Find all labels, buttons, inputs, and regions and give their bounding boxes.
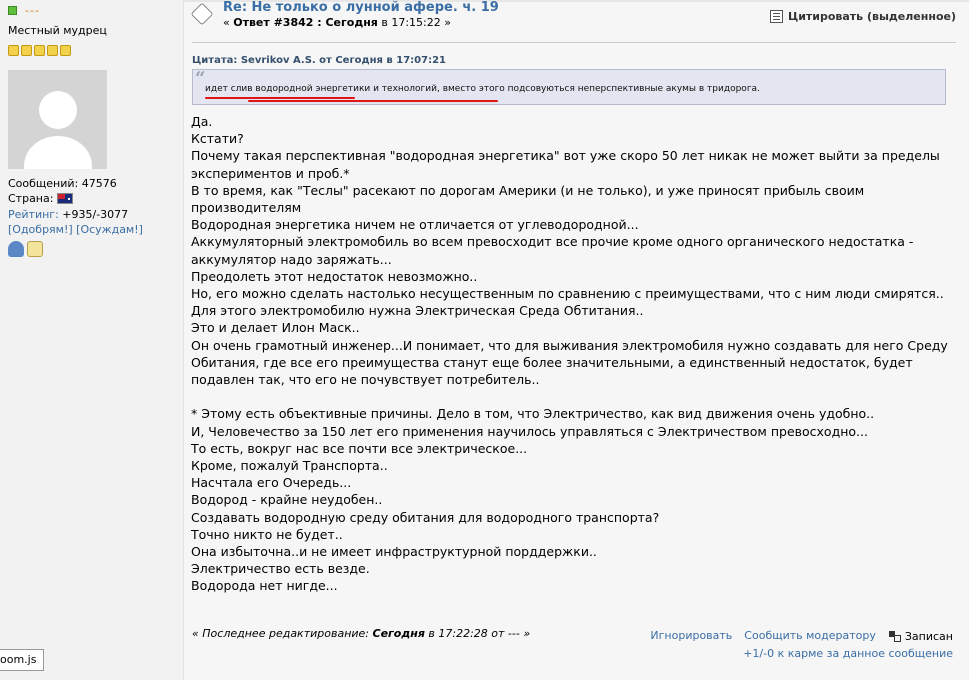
post-body-line: Водорода нет нигде... bbox=[191, 578, 338, 594]
post-body bbox=[191, 113, 959, 595]
user-country bbox=[8, 192, 73, 205]
post-body-line: И, Человечество за 150 лет его применения научилось управляться с Электричеством превосходно... bbox=[191, 423, 868, 439]
avatar-placeholder-icon bbox=[8, 70, 107, 169]
online-status-icon bbox=[8, 6, 17, 15]
post-body-line: То есть, вокруг нас все почти все электрическое... bbox=[191, 440, 528, 456]
rating-label[interactable]: Рейтинг: bbox=[8, 208, 59, 221]
star-icon bbox=[8, 45, 19, 56]
post-body-line: производителям bbox=[191, 200, 302, 216]
user-sidebar bbox=[0, 0, 184, 680]
last-edit-note bbox=[192, 627, 530, 640]
vote-links bbox=[8, 223, 143, 236]
post-time: в 17:15:22 » bbox=[377, 16, 451, 29]
post-body-line: В то время, как "Теслы" расекают по дорогам Америки (и не только), и уже приносят прибыль своим bbox=[191, 182, 865, 198]
quote-button-label: Цитировать (выделенное) bbox=[787, 10, 956, 23]
post-body-line: Аккумуляторный электромобиль во всем превосходит все прочие кроме одного органического недостатка - bbox=[191, 234, 914, 250]
post-body-line: аккумулятор надо заряжать... bbox=[191, 251, 392, 267]
edit-rest: в 17:22:28 от --- » bbox=[424, 627, 531, 640]
quote-header[interactable]: Цитата: Sevrikov A.S. от Сегодня в 17:07:21 bbox=[192, 55, 446, 66]
avatar[interactable] bbox=[8, 70, 107, 169]
edit-day: Сегодня bbox=[372, 627, 425, 640]
ignore-link[interactable]: Игнорировать bbox=[650, 629, 733, 642]
edit-prefix: « Последнее редактирование: bbox=[192, 627, 373, 640]
post-body-line: Точно никто не будет.. bbox=[191, 526, 343, 542]
post-body-line: Но, его можно сделать настолько несущественным по сравнению с преимуществами, что с ним люди смирятся.. bbox=[191, 286, 944, 302]
quote-selected-button[interactable] bbox=[770, 10, 956, 23]
red-underline bbox=[248, 100, 498, 102]
reply-number: Ответ #3842 : Сегодня bbox=[233, 16, 378, 29]
notes-label: Записан bbox=[904, 629, 953, 643]
quote-icon bbox=[770, 10, 783, 23]
quote-block bbox=[192, 69, 946, 105]
user-icons bbox=[8, 241, 46, 257]
post-actions bbox=[638, 629, 953, 643]
post-body-line: * Этому есть объективные причины. Дело в том, что Электричество, как вид движения очень удобно.. bbox=[191, 406, 875, 422]
script-chip: oom.js bbox=[0, 649, 44, 671]
quote-text: идет слив водородной энергетики и технологий, вместо этого подсовуються неперспективные акумы в тридорога. bbox=[205, 84, 760, 94]
post-body-line: подавлен так, что его не почувствует потребитель.. bbox=[191, 372, 540, 388]
post-body-line: Преодолеть этот недостаток невозможно.. bbox=[191, 268, 478, 284]
star-icon bbox=[21, 45, 32, 56]
post-body-line: Водородная энергетика ничем не отличается от углеводородной... bbox=[191, 217, 639, 233]
post-body-line: Кроме, пожалуй Транспорта.. bbox=[191, 458, 388, 474]
country-flag-icon bbox=[57, 193, 73, 204]
post-body-line: Почему такая перспективная "водородная энергетика" вот уже скоро 50 лет никак не может выйти за пределы bbox=[191, 148, 940, 164]
post-body-line: Создавать водородную среду обитания для водородного транспорта? bbox=[191, 509, 660, 525]
star-icon bbox=[34, 45, 45, 56]
post-meta bbox=[223, 16, 451, 29]
rating-value: +935/-3077 bbox=[58, 208, 129, 221]
personal-message-icon[interactable] bbox=[27, 241, 43, 257]
post-body-line bbox=[191, 388, 959, 405]
star-icon bbox=[47, 45, 58, 56]
post-body-line: экспериментов и проб.* bbox=[191, 165, 350, 181]
notes-icon bbox=[888, 629, 902, 643]
notes-link[interactable] bbox=[888, 629, 953, 643]
rank-stars bbox=[8, 45, 73, 56]
meta-prefix: « bbox=[223, 16, 234, 29]
post-body-line: Обитания, где все его преимущества станут еще более значительными, а единственный недостаток, будет bbox=[191, 354, 913, 370]
post-body-line: Да. bbox=[191, 114, 213, 129]
profile-icon[interactable] bbox=[8, 241, 24, 257]
post-body-line: Водород - крайне неудобен.. bbox=[191, 492, 383, 508]
report-moderator-link[interactable]: Сообщить модератору bbox=[744, 629, 876, 642]
post-body-line: Это и делает Илон Маск.. bbox=[191, 320, 360, 336]
header-divider bbox=[192, 42, 956, 43]
quote-mark-icon: “ bbox=[195, 68, 206, 89]
condemn-link[interactable]: [Осуждам!] bbox=[76, 223, 143, 236]
user-status-row bbox=[8, 4, 40, 16]
country-label: Страна: bbox=[8, 192, 54, 205]
user-title: Местный мудрец bbox=[8, 24, 107, 37]
post-body-line: Она избыточна..и не имеет инфраструктурной порддержки.. bbox=[191, 544, 597, 560]
post-body-line: Он очень грамотный инженер...И понимает, что для выживания электромобиля нужно создавать для него Среду bbox=[191, 337, 948, 353]
karma-link[interactable]: +1/-0 к карме за данное сообщение bbox=[743, 647, 953, 660]
post-body-line: Для этого электромобилю нужна Электрическая Среда Обтитания.. bbox=[191, 303, 644, 319]
post-count: Сообщений: 47576 bbox=[8, 177, 117, 190]
post-body-line: Электричество есть везде. bbox=[191, 561, 370, 577]
red-underline bbox=[205, 97, 355, 99]
approve-link[interactable]: [Одобрям!] bbox=[8, 223, 73, 236]
post-body-line: Кстати? bbox=[191, 131, 244, 147]
post-body-line: Насчтала его Очередь... bbox=[191, 475, 352, 491]
post-icon bbox=[191, 3, 214, 26]
star-icon bbox=[60, 45, 71, 56]
user-rating bbox=[8, 208, 128, 221]
username[interactable]: --- bbox=[25, 3, 40, 17]
post-title[interactable]: Re: Не только о лунной афере. ч. 19 bbox=[223, 0, 499, 15]
